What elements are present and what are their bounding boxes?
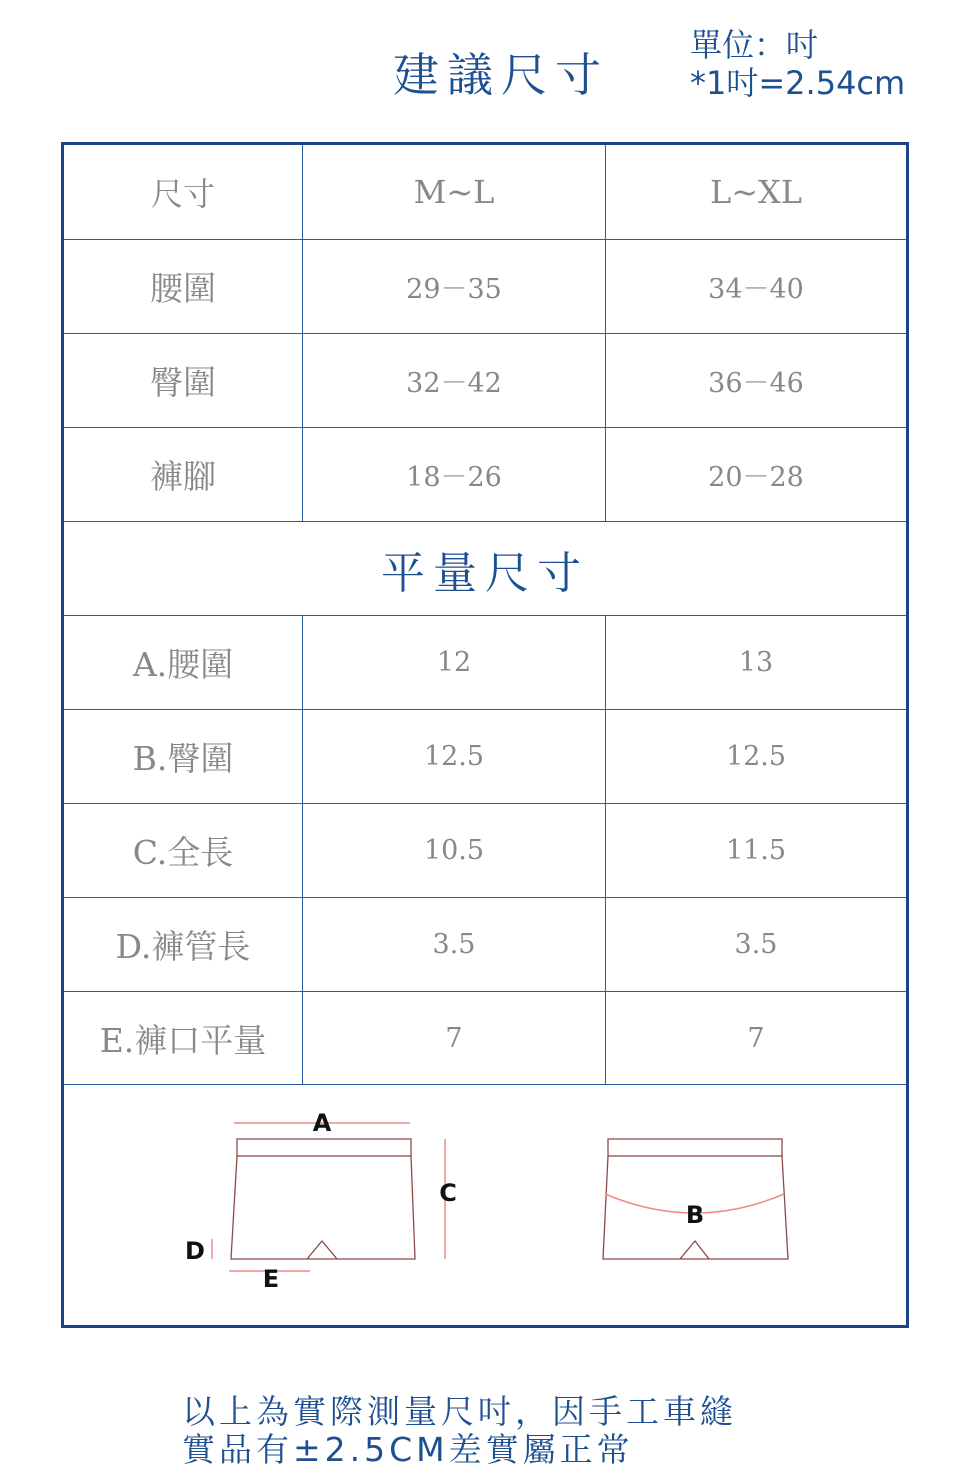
value-l-xl: 12.5 xyxy=(725,741,787,772)
header-l-xl: L~XL xyxy=(709,173,803,211)
value-m-l: 18－26 xyxy=(303,428,606,521)
table-row xyxy=(64,804,906,898)
value-l-xl: 11.5 xyxy=(725,835,787,866)
value-l-xl: 20－28 xyxy=(708,462,804,493)
value-m-l: 32－42 xyxy=(303,334,606,427)
row-label: 臀圍 xyxy=(64,334,303,427)
unit-note xyxy=(690,26,905,102)
page-title: 建議尺寸 xyxy=(393,48,609,102)
value-l-xl: 34－40 xyxy=(708,274,804,305)
value-m-l: 29－35 xyxy=(303,240,606,333)
shorts-outline xyxy=(231,1156,415,1259)
header-m-l: M~L xyxy=(303,145,606,239)
unit-conversion: *1吋=2.54cm xyxy=(690,64,906,102)
row-label: A.腰圍 xyxy=(64,616,303,709)
label-e: E xyxy=(262,1265,280,1293)
value-m-l: 10.5 xyxy=(303,804,606,897)
footer-note xyxy=(182,1393,737,1469)
unit-line: 單位：吋 xyxy=(690,26,819,64)
header-size: 尺寸 xyxy=(64,145,303,239)
label-a: A xyxy=(312,1109,332,1137)
size-chart-frame xyxy=(61,142,909,1328)
table-row xyxy=(64,898,906,992)
table-row xyxy=(64,240,906,334)
shorts-front-diagram xyxy=(185,1109,457,1293)
shorts-hip-diagram xyxy=(603,1139,788,1259)
value-m-l: 7 xyxy=(303,992,606,1084)
table-row xyxy=(64,710,906,804)
table-row xyxy=(64,992,906,1085)
row-label: 褲腳 xyxy=(64,428,303,521)
value-l-xl: 7 xyxy=(747,1022,765,1054)
flat-size-title: 平量尺寸 xyxy=(381,547,589,599)
waistband-outline xyxy=(608,1139,782,1156)
label-b: B xyxy=(685,1201,705,1229)
flat-size-section-title xyxy=(64,522,906,616)
row-label: D.褲管長 xyxy=(64,898,303,991)
table-header-row xyxy=(64,145,906,240)
value-m-l: 3.5 xyxy=(303,898,606,991)
measurement-diagram xyxy=(64,1084,906,1325)
footer-line: 實品有±2.5CM差實屬正常 xyxy=(182,1430,634,1469)
row-label: E.褲口平量 xyxy=(64,992,303,1084)
row-label: 腰圍 xyxy=(64,240,303,333)
table-row xyxy=(64,428,906,522)
value-m-l: 12 xyxy=(303,616,606,709)
table-row xyxy=(64,616,906,710)
value-l-xl: 36－46 xyxy=(708,368,804,399)
row-label: C.全長 xyxy=(64,804,303,897)
label-c: C xyxy=(439,1179,457,1207)
value-l-xl: 13 xyxy=(738,647,774,678)
footer-line: 以上為實際測量尺吋，因手工車縫 xyxy=(182,1392,737,1431)
row-label: B.臀圍 xyxy=(64,710,303,803)
waistband-outline xyxy=(237,1139,411,1156)
value-m-l: 12.5 xyxy=(303,710,606,803)
label-d: D xyxy=(185,1237,205,1265)
table-row xyxy=(64,334,906,428)
value-l-xl: 3.5 xyxy=(734,929,778,960)
